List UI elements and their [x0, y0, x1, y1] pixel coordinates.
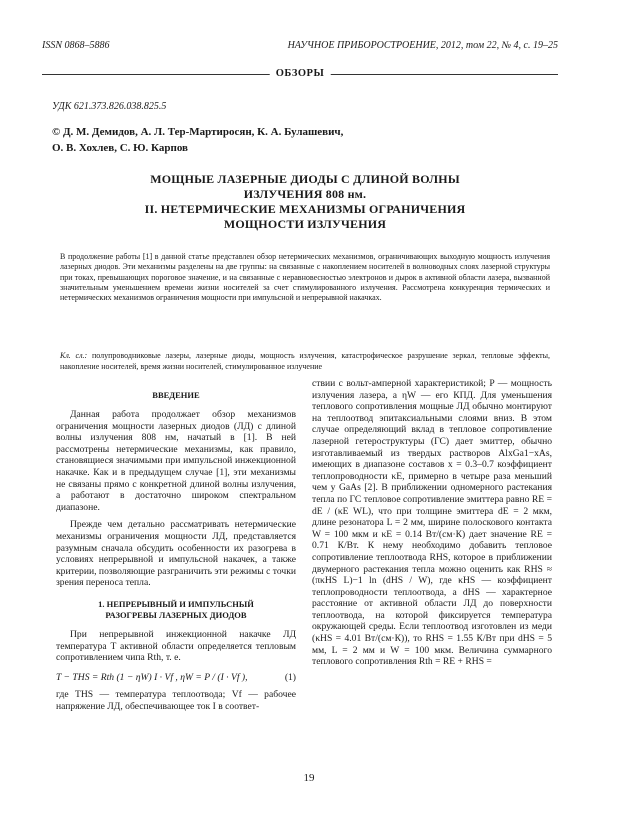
page-number: 19	[303, 772, 315, 784]
equation-1	[56, 672, 296, 684]
keywords-label: Кл. сл.:	[60, 351, 88, 360]
left-column	[56, 380, 296, 718]
equation-1-body: T − THS = Rth (1 − ηW) I · Vf , ηW = P / (I · Vf ),	[56, 671, 248, 683]
keywords-text: полупроводниковые лазеры, лазерные диоды, мощность излучения, катастрофическое разрушение зеркал, тепловые эффекты, накопление носителей, время жизни носителей, стимулированное излучение	[60, 351, 550, 371]
intro-paragraph-2: Прежде чем детально рассматривать нетермические механизмы ограничения мощности ЛД, представляется разумным сначала обсудить особенности их разогрева в условиях непрерывной и импульсной накачек, а также критерии, позволяющие разграничить эти режимы с точки зрения переноса тепла.	[56, 519, 296, 589]
title-line-1: МОЩНЫЕ ЛАЗЕРНЫЕ ДИОДЫ С ДЛИНОЙ ВОЛНЫ	[150, 172, 460, 186]
keywords	[60, 351, 550, 372]
authors	[52, 124, 552, 156]
right-column-text: ствии с вольт-амперной характеристикой; P — мощность излучения лазера, а ηW — его КПД. Для уменьшения теплового сопротивления мощные ЛД обычно монтируют на теплоотвод эпитаксиальными слоями вниз. В этом случае определяющий вклад в тепловое сопротивление лазерной гетероструктуры (ГС) дает эмиттер, обычно изготавливаемый из твердых растворов AlxGa1−xAs, имеющих в диапазоне составов x = 0.3–0.7 коэффициент теплопроводности κE, примерно в четыре раза меньший чем у GaAs [2]. В приближении одномерного растекания тепла по ГС тепловое сопротивление эмиттера равно RE = dE / (κE WL), что при толщине эмиттера dE = 2 мкм, длине резонатора L = 2 мм, ширине полоскового контакта W = 100 мкм и κE = 0.14 Вт/(см·К) дает значение RE = 0.71 К/Вт. К нему необходимо добавить тепловое сопротивление теплоотвода RHS, которое в приближении двумерного растекания тепла можно оценить как RHS ≈ (πκHS L)−1 ln (dHS / W), где κHS — коэффициент теплопроводности теплоотвода, а dHS — характерное расстояние от активной области ЛД до поверхности теплоотвода, на которой фиксируется температура окружающей среды. Если теплоотвод изготовлен из меди (κHS = 4.01 Вт/(см·К)), то RHS = 1.55 К/Вт при dHS = 5 мм, L = 2 мм и W = 100 мкм. Величина суммарного теплового сопротивления Rth = RE + RHS =	[312, 378, 552, 668]
section-1-heading-line-1: 1. НЕПРЕРЫВНЫЙ И ИМПУЛЬСНЫЙ	[98, 598, 254, 609]
authors-line-2: О. В. Хохлев, С. Ю. Карпов	[52, 142, 189, 154]
section-1-heading-line-2: РАЗОГРЕВЫ ЛАЗЕРНЫХ ДИОДОВ	[105, 609, 247, 620]
abstract: В продолжение работы [1] в данной статье представлен обзор нетермических механизмов, ограничивающих выходную мощность излучения лазерных диодов. Эти механизмы разделены на две группы: на связанные с накоплением носителей в волноводных слоях лазерной структуры при токах, превышающих пороговое значение, и на связанные с неравновесностью электронов и дырок в активной области лазера, вызванной значительным уменьшением времени жизни носителей за счет стимулированного излучения. Рассмотрена конкуренция термических и нетермических механизмов ограничения мощности при импульсной и непрерывной накачках.	[60, 252, 550, 303]
section-divider	[42, 68, 558, 82]
issn: ISSN 0868–5886	[42, 40, 110, 51]
right-column	[312, 378, 552, 674]
journal-citation: НАУЧНОЕ ПРИБОРОСТРОЕНИЕ, 2012, том 22, № 4, с. 19–25	[287, 40, 558, 51]
section-1-paragraph-2: где THS — температура теплоотвода; Vf — рабочее напряжение ЛД, обеспечивающее ток I в соответ-	[56, 689, 296, 712]
udk-code: УДК 621.373.826.038.825.5	[52, 101, 167, 112]
section-1-paragraph-1: При непрерывной инжекционной накачке ЛД температура T активной области определяется тепловым сопротивлением чипа Rth, т. е.	[56, 628, 296, 664]
authors-line-1: © Д. М. Демидов, А. Л. Тер-Мартиросян, К. А. Булашевич,	[52, 126, 344, 138]
title-line-4: МОЩНОСТИ ИЗЛУЧЕНИЯ	[223, 217, 387, 231]
running-header	[42, 40, 558, 51]
section-label: ОБЗОРЫ	[270, 68, 331, 79]
title-line-3: II. НЕТЕРМИЧЕСКИЕ МЕХАНИЗМЫ ОГРАНИЧЕНИЯ	[144, 202, 466, 216]
title-line-2: ИЗЛУЧЕНИЯ 808 нм.	[243, 187, 367, 201]
article-title	[52, 172, 558, 232]
equation-1-number: (1)	[284, 671, 296, 683]
section-1-heading	[56, 599, 296, 621]
intro-heading: ВВЕДЕНИЕ	[152, 390, 200, 400]
intro-paragraph-1: Данная работа продолжает обзор механизмов ограничения мощности лазерных диодов (ЛД) с длиной волны излучения 808 нм, начатый в [1]. В ней рассмотрены нетермические механизмы, как правило, становящиеся значимыми при импульсной инжекционной накачке. Как и в предыдущем случае [1], эти механизмы не связаны прямо с конкретной длиной волны излучения, а работают в достаточно широком спектральном диапазоне.	[56, 409, 296, 513]
